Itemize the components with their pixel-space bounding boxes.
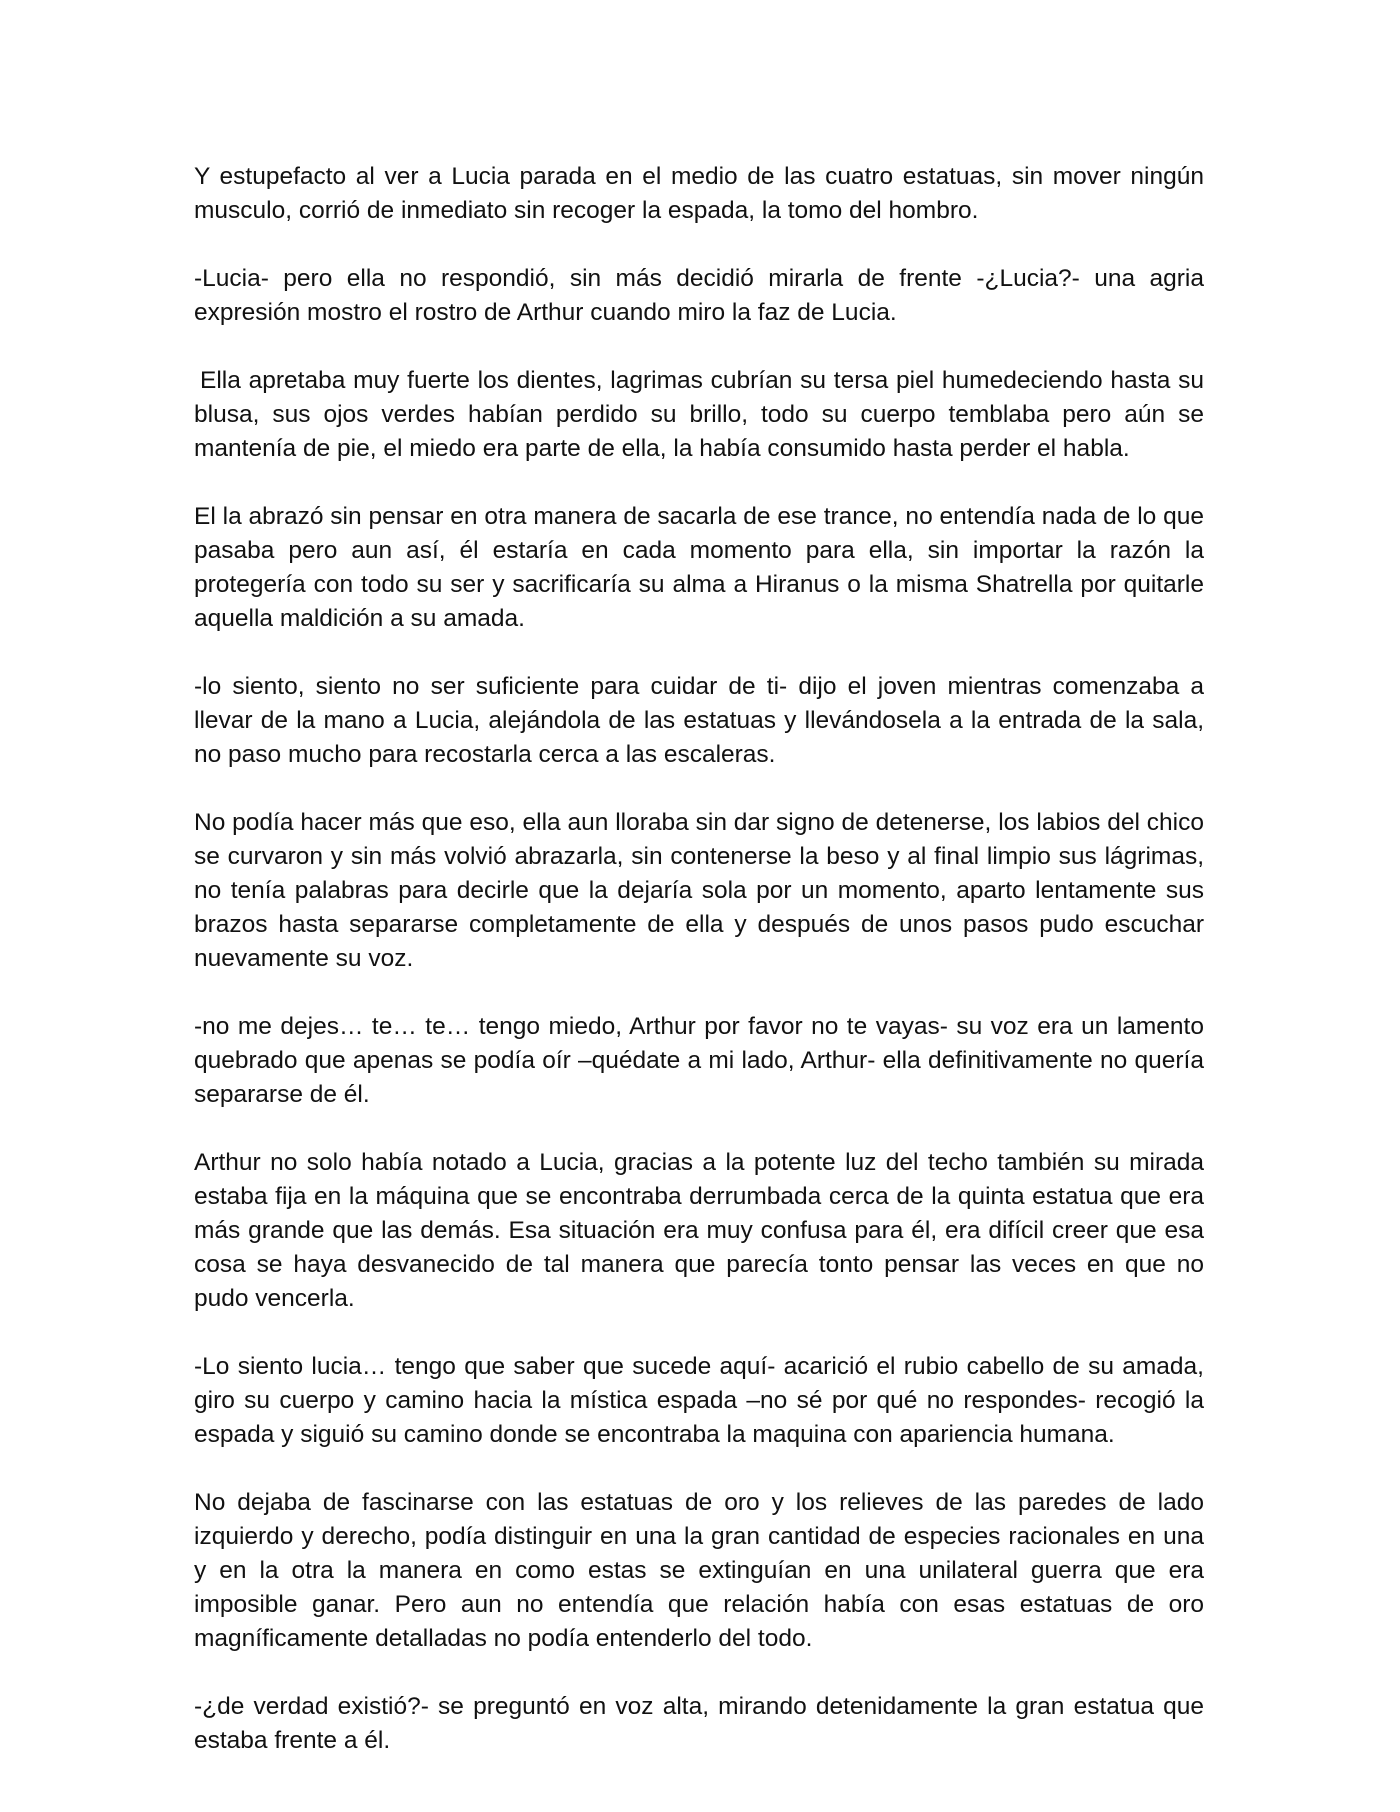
document-page: [194, 160, 1204, 1792]
paragraph: Ella apretaba muy fuerte los dientes, lagrimas cubrían su tersa piel humedeciendo hasta su blusa, sus ojos verdes habían perdido su brillo, todo su cuerpo temblaba pero aún se mantenía de pie, el miedo era parte de ella, la había consumido hasta perder el habla.: [194, 367, 1204, 462]
paragraph: Arthur no solo había notado a Lucia, gracias a la potente luz del techo también su mirada estaba fija en la máquina que se encontraba derrumbada cerca de la quinta estatua que era más grande que las demás. Esa situación era muy confusa para él, era difícil creer que esa cosa se haya desvanecido de tal manera que parecía tonto pensar las veces en que no pudo vencerla.: [194, 1149, 1204, 1312]
paragraph: -no me dejes… te… te… tengo miedo, Arthur por favor no te vayas- su voz era un lamento quebrado que apenas se podía oír –quédate a mi lado, Arthur- ella definitivamente no quería separarse de él.: [194, 1013, 1204, 1108]
paragraph: -¿de verdad existió?- se preguntó en voz alta, mirando detenidamente la gran estatua que estaba frente a él.: [194, 1693, 1204, 1754]
paragraph: No podía hacer más que eso, ella aun lloraba sin dar signo de detenerse, los labios del chico se curvaron y sin más volvió abrazarla, sin contenerse la beso y al final limpio sus lágrimas, no tenía palabras para decirle que la dejaría sola por un momento, aparto lentamente sus brazos hasta separarse completamente de ella y después de unos pasos pudo escuchar nuevamente su voz.: [194, 809, 1204, 972]
paragraph: -Lo siento lucia… tengo que saber que sucede aquí- acarició el rubio cabello de su amada, giro su cuerpo y camino hacia la mística espada –no sé por qué no respondes- recogió la espada y siguió su camino donde se encontraba la maquina con apariencia humana.: [194, 1353, 1204, 1448]
paragraph: -Lucia- pero ella no respondió, sin más decidió mirarla de frente -¿Lucia?- una agria expresión mostro el rostro de Arthur cuando miro la faz de Lucia.: [194, 265, 1204, 326]
paragraph: No dejaba de fascinarse con las estatuas de oro y los relieves de las paredes de lado izquierdo y derecho, podía distinguir en una la gran cantidad de especies racionales en una y en la otra la manera en como estas se extinguían en una unilateral guerra que era imposible ganar. Pero aun no entendía que relación había con esas estatuas de oro magníficamente detalladas no podía entenderlo del todo.: [194, 1489, 1204, 1652]
paragraph: Y estupefacto al ver a Lucia parada en el medio de las cuatro estatuas, sin mover ningún musculo, corrió de inmediato sin recoger la espada, la tomo del hombro.: [194, 163, 1204, 224]
paragraph: -lo siento, siento no ser suficiente para cuidar de ti- dijo el joven mientras comenzaba a llevar de la mano a Lucia, alejándola de las estatuas y llevándosela a la entrada de la sala, no paso mucho para recostarla cerca a las escaleras.: [194, 673, 1204, 768]
paragraph: El la abrazó sin pensar en otra manera de sacarla de ese trance, no entendía nada de lo que pasaba pero aun así, él estaría en cada momento para ella, sin importar la razón la protegería con todo su ser y sacrificaría su alma a Hiranus o la misma Shatrella por quitarle aquella maldición a su amada.: [194, 503, 1204, 632]
